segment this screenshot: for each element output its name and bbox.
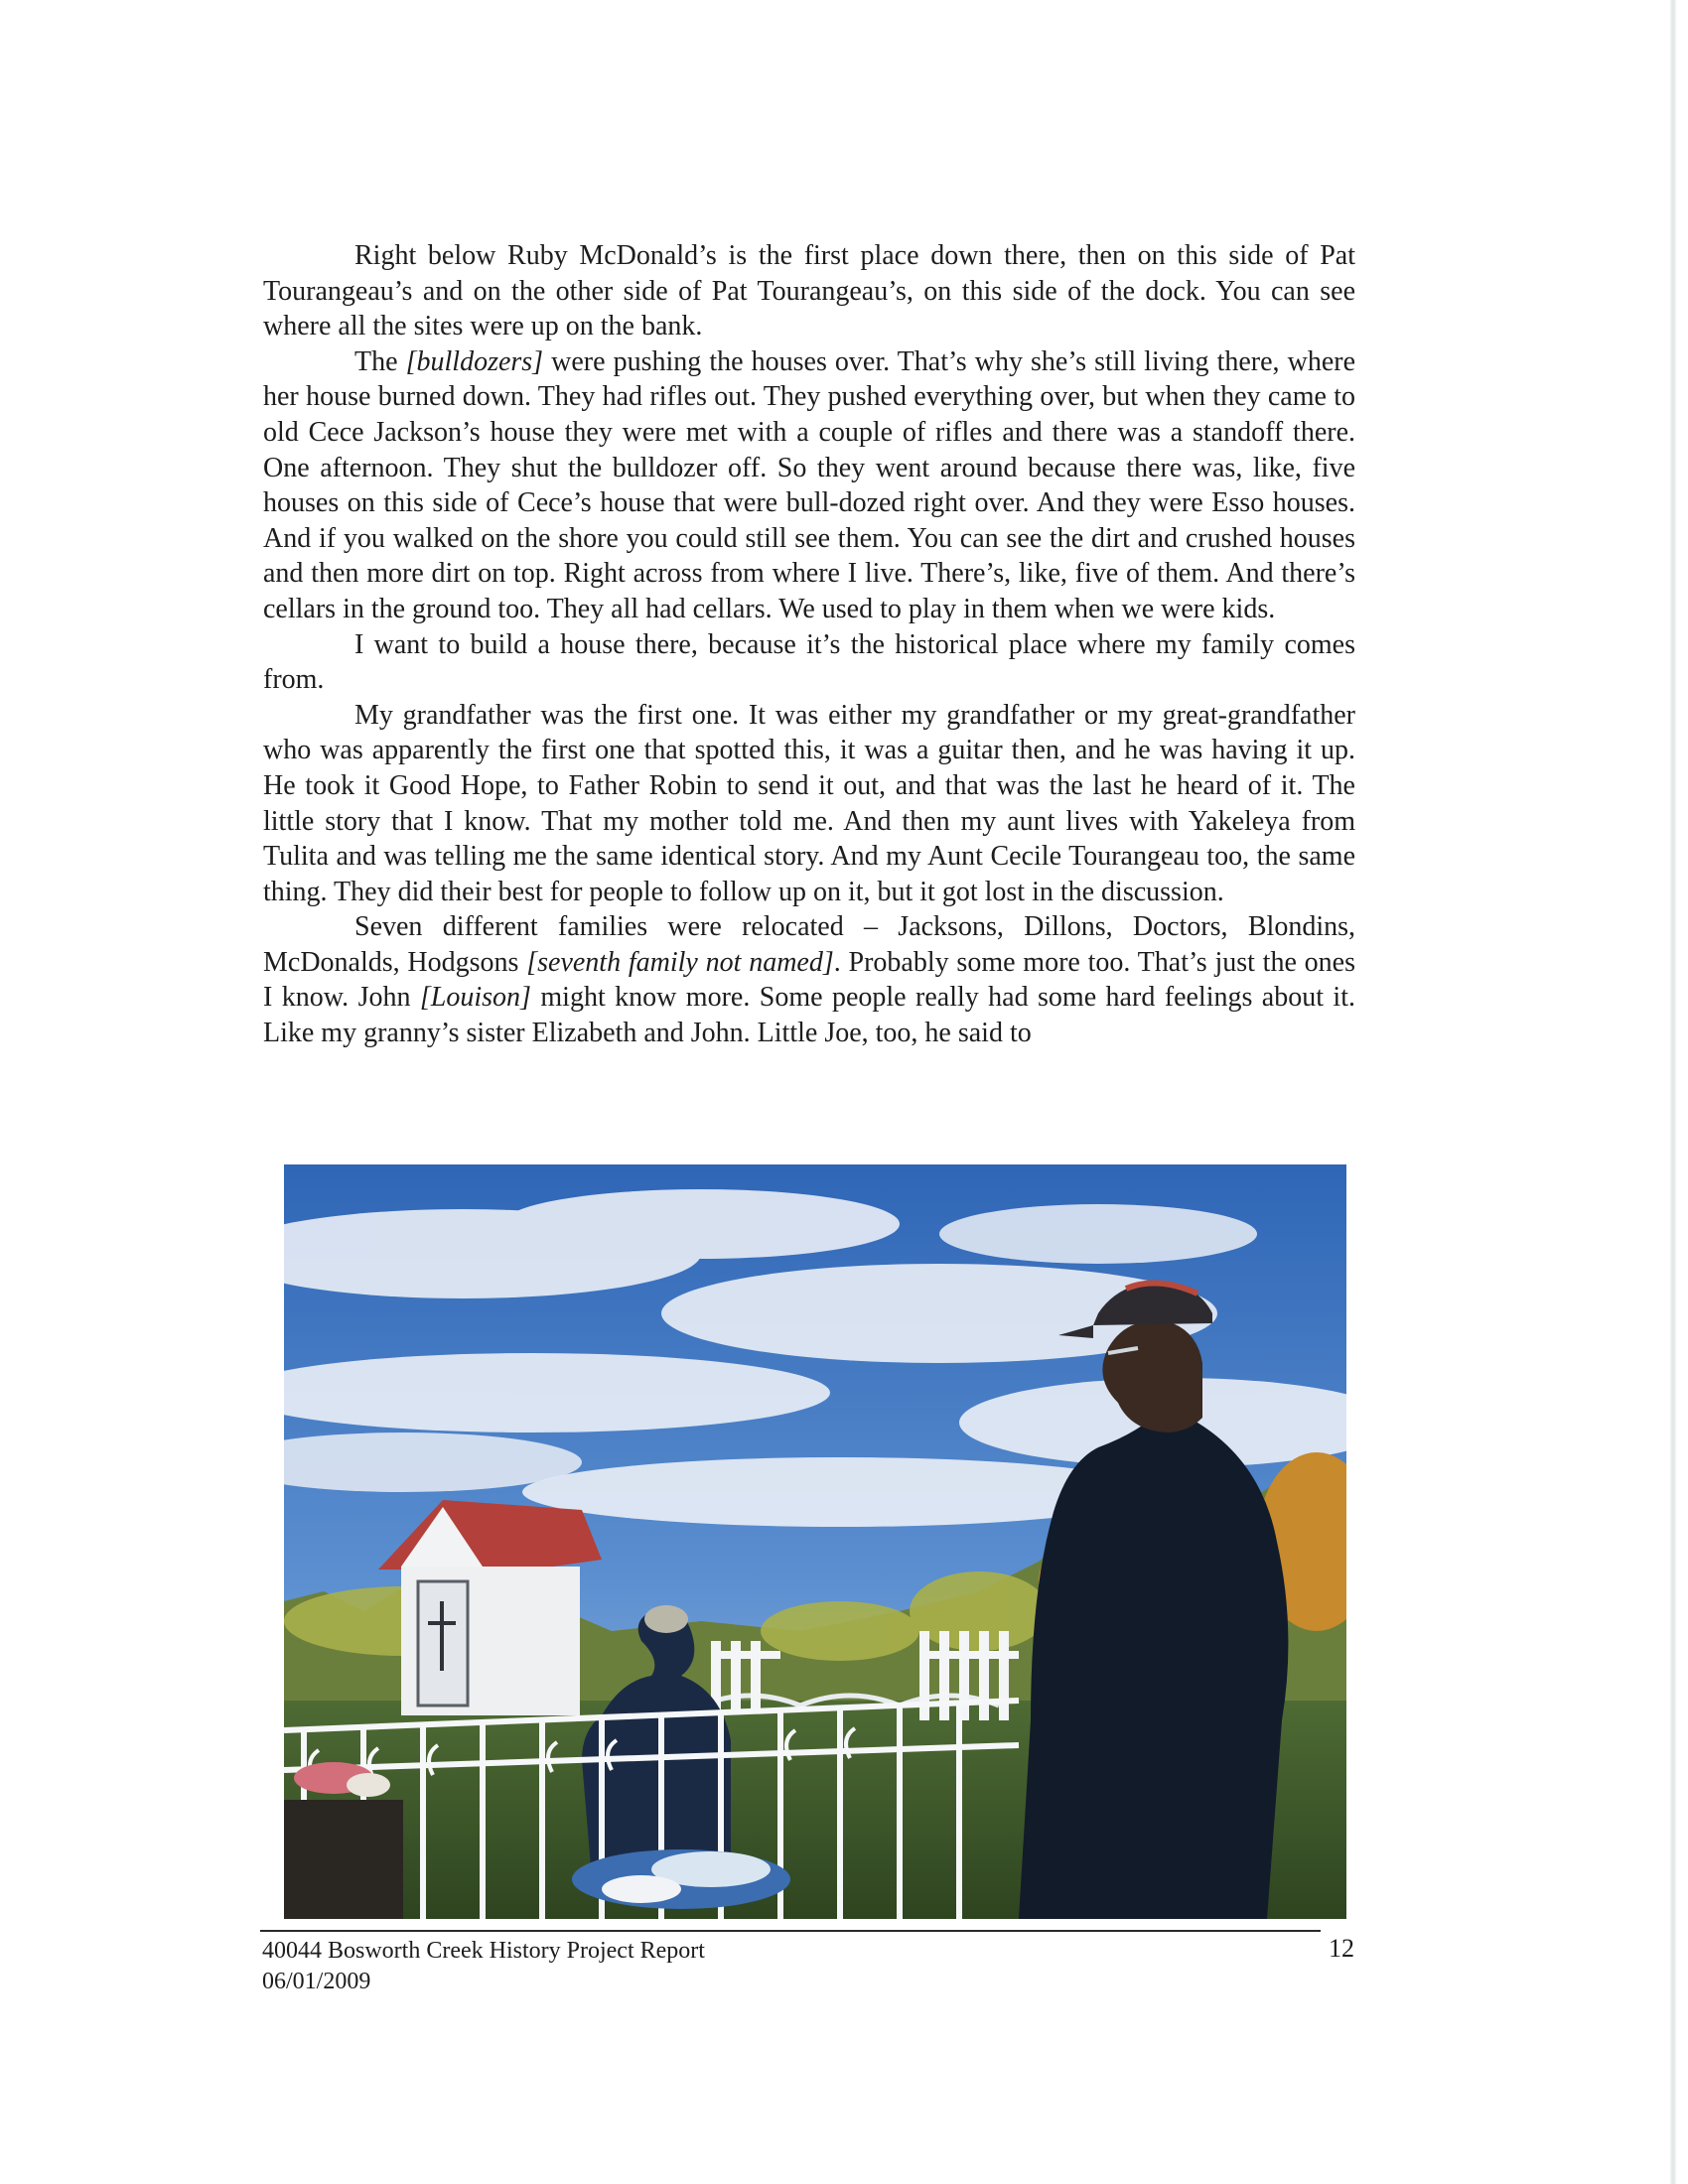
footer-report-title: 40044 Bosworth Creek History Project Report (262, 1938, 705, 1964)
footer-rule (260, 1930, 1321, 1932)
bracketed-term: [seventh family not named] (526, 946, 834, 978)
scan-edge (1670, 0, 1676, 2184)
body-text (263, 238, 1355, 1051)
paragraph-5: Seven different families were relocated – Jacksons, Dillons, Doctors, Blondins, McDonalds, Hodgsons [seventh family not named]. Probably some more too. That’s just the ones I know. John [Louison] might know more. Some people really had some hard feelings about it. Like my granny’s sister Elizabeth and John. Little Joe, too, he said to (263, 911, 1355, 1049)
paragraph-3: I want to build a house there, because it’s the historical place where my family comes from. (263, 628, 1355, 696)
footer-date: 06/01/2009 (262, 1969, 371, 1994)
bracketed-term: [Louison] (419, 982, 531, 1014)
paragraph-1: Right below Ruby McDonald’s is the first place down there, then on this side of Pat Tourangeau’s and on the other side of Pat Tourangeau’s, on this side of the dock. You can see where all the sites were up on the bank. (263, 240, 1355, 342)
paragraph-4: My grandfather was the first one. It was either my grandfather or my great-grandfather who was apparently the first one that spotted this, it was a guitar then, and he was having it up. He took it Good Hope, to Father Robin to send it out, and that was the last he heard of it. The little story that I know. That my mother told me. And then my aunt lives with Yakeleya from Tulita and was telling me the same identical story. And my Aunt Cecile Tourangeau too, the same thing. They did their best for people to follow up on it, but it got lost in the discussion. (263, 699, 1355, 907)
cemetery-photo (284, 1164, 1346, 1919)
page-number: 12 (1329, 1934, 1354, 1963)
paragraph-2: The [bulldozers] were pushing the houses over. That’s why she’s still living there, where her house burned down. They had rifles out. They pushed everything over, but when they came to old Cece Jackson’s house they were met with a couple of rifles and there was a standoff there. One afternoon. They shut the bulldozer off. So they went around because there was, like, five houses on this side of Cece’s house that were bull-dozed right over. And they were Esso houses. And if you walked on the shore you could still see them. You can see the dirt and crushed houses and then more dirt on top. Right across from where I live. There’s, like, five of them. And there’s cellars in the ground too. They all had cellars. We used to play in them when we were kids. (263, 345, 1356, 624)
bracketed-term: [bulldozers] (405, 345, 544, 377)
